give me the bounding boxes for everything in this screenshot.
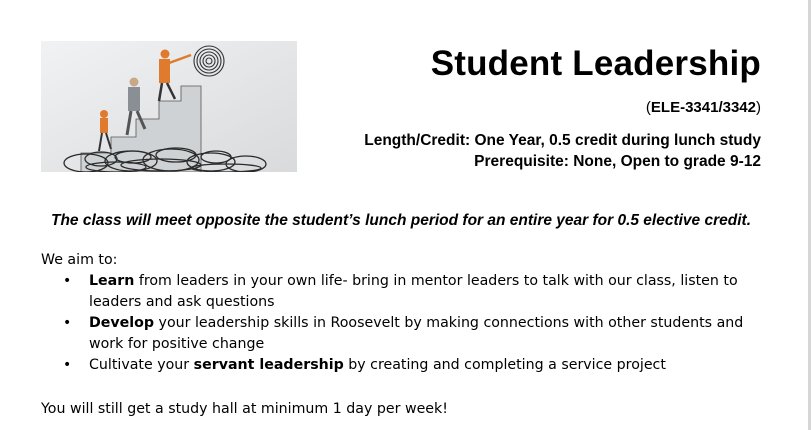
- prerequisite: Prerequisite: None, Open to grade 9-12: [474, 153, 761, 170]
- course-code: [646, 99, 761, 116]
- list-item-emphasis: Develop: [89, 315, 155, 331]
- aims-label: We aim to:: [41, 252, 118, 268]
- course-code-number: ELE-3341/3342: [650, 99, 756, 116]
- class-meeting-note: The class will meet opposite the student’s lunch period for an entire year for 0.5 elective credit.: [51, 212, 751, 229]
- length-credit: Length/Credit: One Year, 0.5 credit during lunch study: [364, 132, 761, 149]
- course-code-close-paren: ): [756, 99, 761, 116]
- bullet-icon: •: [63, 315, 72, 331]
- list-item-text-after: from leaders in your own life- bring in mentor leaders to talk with our class, listen to leaders and ask questions: [89, 273, 738, 310]
- list-item-text-after: by creating and completing a service project: [343, 357, 666, 373]
- page-title: Student Leadership: [430, 44, 761, 83]
- course-code-open-paren: (: [645, 99, 651, 116]
- leadership-stairs-illustration: [41, 41, 297, 172]
- aims-list: [61, 271, 751, 376]
- list-item-emphasis: servant leadership: [193, 357, 344, 373]
- bullet-icon: •: [63, 357, 72, 373]
- list-item: [61, 271, 751, 313]
- stairs-illustration-graphic: [41, 41, 297, 172]
- list-item: [61, 313, 751, 355]
- list-item: [61, 355, 751, 376]
- closing-note: You will still get a study hall at minimum 1 day per week!: [41, 401, 448, 417]
- list-item-emphasis: Learn: [89, 273, 135, 289]
- list-item-text-before: Cultivate your: [89, 357, 194, 373]
- bullet-icon: •: [63, 273, 72, 289]
- list-item-text-after: your leadership skills in Roosevelt by making connections with other students and work for positive change: [89, 315, 744, 352]
